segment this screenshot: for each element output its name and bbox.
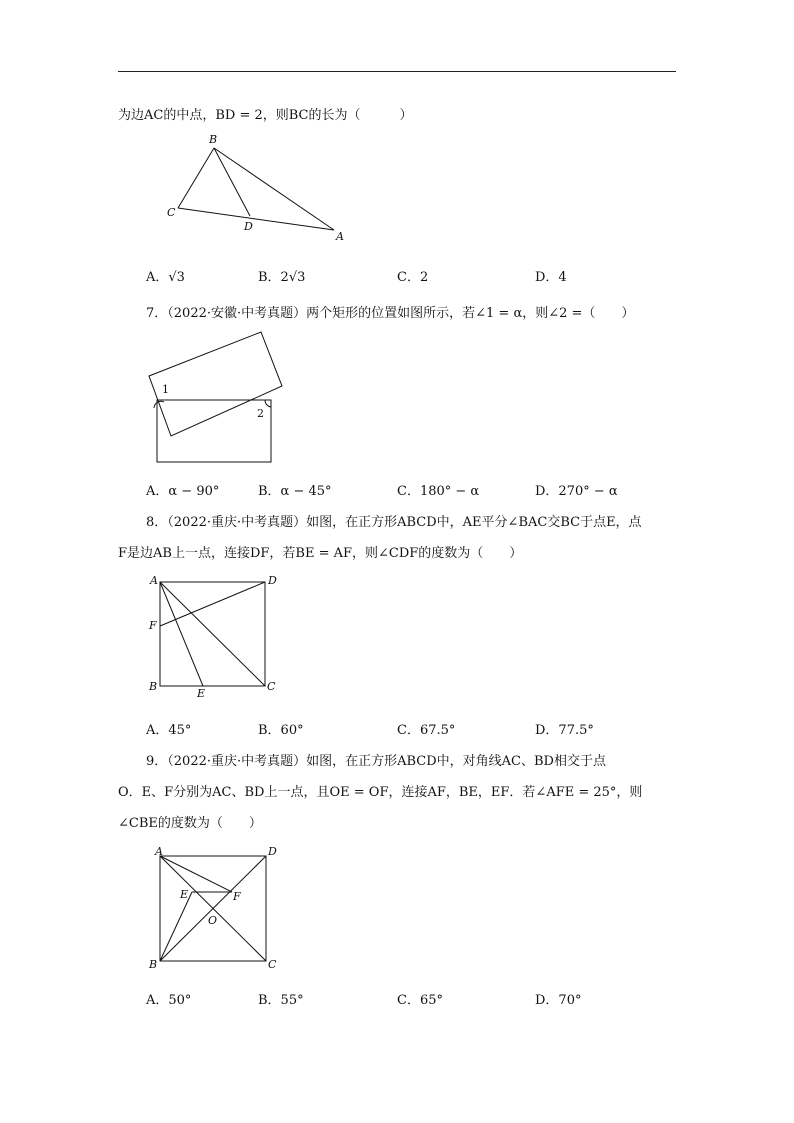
q9-option-c[interactable]: C．65° (397, 993, 443, 1008)
q7-stem: 7．（2022·安徽·中考真题）两个矩形的位置如图所示，若∠1 = α，则∠2 =（ ） (146, 306, 635, 321)
q7-option-a[interactable]: A．α − 90° (146, 484, 220, 499)
q8-segment-ae (160, 582, 203, 686)
q8-stem-line1: 8．（2022·重庆·中考真题）如图，在正方形ABCD中，AE平分∠BAC交BC于点E，点 (146, 515, 642, 530)
q8-segment-df (160, 582, 265, 626)
q8-option-b[interactable]: B．60° (258, 723, 304, 738)
q6-label-c: C (167, 206, 176, 219)
q6-label-b: B (209, 133, 218, 146)
q9-option-a[interactable]: A．50° (146, 993, 192, 1008)
q9-stem-line1: 9．（2022·重庆·中考真题）如图，在正方形ABCD中，对角线AC、BD相交于点 (146, 754, 606, 769)
q8-label-f: F (149, 619, 157, 632)
q9-label-o: O (208, 914, 218, 927)
q9-stem-line3: ∠CBE的度数为（ ） (118, 816, 262, 831)
q6-segment-bd (214, 148, 250, 216)
q7-rectangles-figure (140, 330, 290, 470)
q8-square-figure (140, 570, 290, 700)
q8-label-d: D (268, 574, 277, 587)
q7-option-d[interactable]: D．270° − α (535, 484, 618, 499)
q6-label-a: A (336, 230, 344, 243)
q8-option-c[interactable]: C．67.5° (397, 723, 456, 738)
q8-label-b: B (149, 680, 158, 693)
q8-option-a[interactable]: A．45° (146, 723, 192, 738)
q9-label-c: C (268, 958, 277, 971)
q9-option-d[interactable]: D．70° (535, 993, 582, 1008)
q9-square-figure (140, 840, 290, 975)
q7-label-1: 1 (162, 383, 169, 396)
q6-option-b[interactable]: B．2√3 (258, 270, 306, 285)
q6-option-a[interactable]: A．√3 (146, 270, 185, 285)
q8-option-d[interactable]: D．77.5° (535, 723, 594, 738)
q7-label-2: 2 (257, 407, 264, 420)
q7-option-c[interactable]: C．180° − α (397, 484, 480, 499)
q6-label-d: D (244, 220, 253, 233)
q6-option-c[interactable]: C．2 (397, 270, 429, 285)
q6-side-ba (214, 148, 334, 230)
q9-label-b: B (149, 958, 158, 971)
q9-segment-be (160, 892, 192, 961)
q6-option-d[interactable]: D．4 (535, 270, 567, 285)
q8-stem-line2: F是边AB上一点，连接DF，若BE = AF，则∠CDF的度数为（ ） (118, 546, 523, 561)
q7-rectangle-bottom (157, 400, 271, 462)
q7-option-b[interactable]: B．α − 45° (258, 484, 332, 499)
q6-side-ca (178, 208, 334, 230)
q9-label-f: F (233, 890, 241, 903)
q6-side-bc (178, 148, 214, 208)
q9-label-d: D (268, 845, 277, 858)
q9-stem-line2: O．E、F分别为AC、BD上一点，且OE = OF，连接AF，BE，EF．若∠AFE = 25°，则 (118, 785, 643, 800)
q8-label-a: A (150, 574, 158, 587)
q6-triangle-figure (160, 130, 360, 245)
header-rule (118, 71, 676, 72)
q8-label-c: C (267, 680, 276, 693)
q9-label-a: A (155, 845, 163, 858)
q6-stem: 为边AC的中点，BD = 2，则BC的长为（ ） (118, 108, 413, 123)
q8-label-e: E (197, 687, 206, 700)
q7-angle-2-arc (265, 400, 271, 407)
q8-diagonal-ac (160, 582, 265, 686)
q9-segment-af (160, 856, 232, 892)
q9-label-e: E (180, 888, 189, 901)
q9-option-b[interactable]: B．55° (258, 993, 304, 1008)
